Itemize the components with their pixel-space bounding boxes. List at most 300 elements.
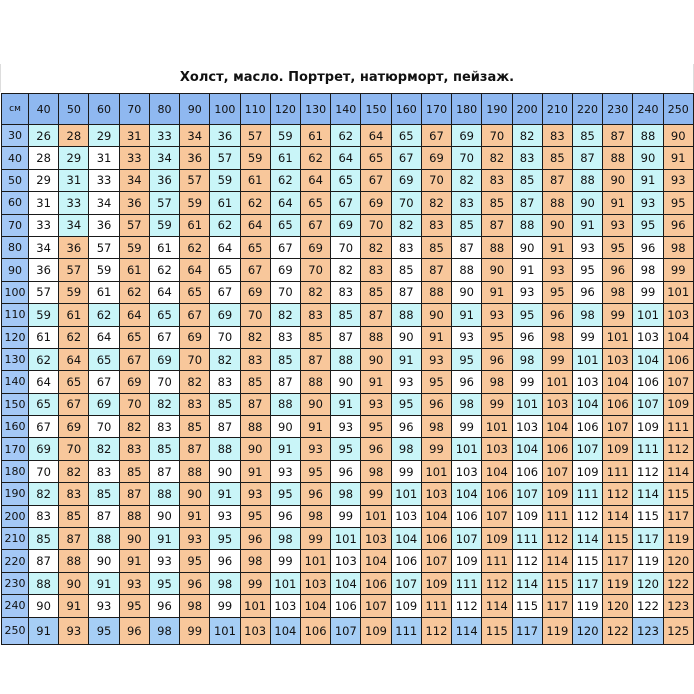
table-cell: 95 — [421, 371, 451, 393]
table-cell: 106 — [633, 371, 663, 393]
table-cell: 83 — [210, 371, 240, 393]
table-cell: 93 — [240, 483, 270, 505]
table-cell: 111 — [603, 460, 633, 482]
table-cell: 115 — [603, 528, 633, 550]
table-cell: 82 — [421, 192, 451, 214]
table-cell: 98 — [482, 371, 512, 393]
table-cell: 87 — [89, 505, 119, 527]
table-cell: 107 — [331, 617, 361, 644]
table-cell: 111 — [482, 550, 512, 572]
table-cell: 117 — [633, 528, 663, 550]
table-cell: 98 — [210, 572, 240, 594]
table-cell: 31 — [119, 125, 149, 147]
table-cell: 93 — [482, 304, 512, 326]
table-cell: 93 — [119, 572, 149, 594]
table-cell: 90 — [421, 304, 451, 326]
table-cell: 95 — [512, 304, 542, 326]
table-cell: 95 — [361, 416, 391, 438]
table-cell: 114 — [452, 617, 482, 644]
table-cell: 106 — [572, 416, 602, 438]
table-cell: 90 — [633, 147, 663, 169]
table-cell: 36 — [210, 125, 240, 147]
column-header: 80 — [149, 94, 179, 125]
table-cell: 98 — [512, 348, 542, 370]
table-cell: 114 — [512, 572, 542, 594]
table-cell: 103 — [240, 617, 270, 644]
column-header: 40 — [29, 94, 59, 125]
table-cell: 111 — [421, 595, 451, 617]
table-cell: 98 — [452, 393, 482, 415]
table-cell: 103 — [512, 416, 542, 438]
table-cell: 82 — [180, 371, 210, 393]
table-cell: 34 — [180, 125, 210, 147]
column-header: 110 — [240, 94, 270, 125]
table-cell: 64 — [29, 371, 59, 393]
table-cell: 90 — [542, 214, 572, 236]
table-cell: 64 — [149, 281, 179, 303]
table-cell: 95 — [663, 192, 693, 214]
table-cell: 95 — [633, 214, 663, 236]
table-cell: 99 — [391, 460, 421, 482]
table-cell: 88 — [603, 147, 633, 169]
table-cell: 95 — [240, 505, 270, 527]
column-header: 70 — [119, 94, 149, 125]
table-cell: 115 — [512, 595, 542, 617]
table-cell: 123 — [633, 617, 663, 644]
table-cell: 96 — [482, 348, 512, 370]
table-cell: 87 — [512, 192, 542, 214]
table-cell: 62 — [180, 236, 210, 258]
table-cell: 64 — [59, 348, 89, 370]
table-cell: 111 — [391, 617, 421, 644]
table-cell: 33 — [89, 169, 119, 191]
table-cell: 95 — [300, 460, 330, 482]
table-cell: 85 — [391, 259, 421, 281]
table-cell: 87 — [29, 550, 59, 572]
table-cell: 87 — [149, 460, 179, 482]
table-cell: 70 — [331, 236, 361, 258]
table-cell: 93 — [331, 416, 361, 438]
table-cell: 95 — [270, 483, 300, 505]
table-cell: 87 — [361, 304, 391, 326]
table-cell: 57 — [240, 125, 270, 147]
table-cell: 85 — [119, 460, 149, 482]
table-cell: 91 — [270, 438, 300, 460]
row-header: 60 — [2, 192, 29, 214]
table-cell: 122 — [663, 572, 693, 594]
table-cell: 26 — [29, 125, 59, 147]
table-cell: 85 — [331, 304, 361, 326]
table-cell: 61 — [300, 125, 330, 147]
table-cell: 122 — [633, 595, 663, 617]
table-cell: 91 — [452, 304, 482, 326]
column-header: 140 — [331, 94, 361, 125]
table-cell: 64 — [331, 147, 361, 169]
table-cell: 69 — [421, 147, 451, 169]
table-cell: 83 — [482, 169, 512, 191]
table-cell: 107 — [482, 505, 512, 527]
table-cell: 91 — [663, 147, 693, 169]
table-cell: 95 — [210, 528, 240, 550]
table-cell: 83 — [270, 326, 300, 348]
table-cell: 96 — [512, 326, 542, 348]
table-cell: 70 — [391, 192, 421, 214]
table-cell: 114 — [603, 505, 633, 527]
table-cell: 62 — [300, 147, 330, 169]
table-cell: 103 — [331, 550, 361, 572]
table-row — [2, 125, 694, 147]
table-row — [2, 460, 694, 482]
row-header: 160 — [2, 416, 29, 438]
table-cell: 70 — [482, 125, 512, 147]
table-cell: 83 — [452, 192, 482, 214]
table-cell: 67 — [361, 169, 391, 191]
table-row — [2, 393, 694, 415]
table-row — [2, 528, 694, 550]
table-cell: 114 — [663, 460, 693, 482]
table-cell: 87 — [391, 281, 421, 303]
table-cell: 103 — [633, 326, 663, 348]
table-cell: 70 — [29, 460, 59, 482]
table-cell: 59 — [180, 192, 210, 214]
table-cell: 101 — [270, 572, 300, 594]
table-cell: 69 — [391, 169, 421, 191]
table-cell: 82 — [119, 416, 149, 438]
table-cell: 91 — [421, 326, 451, 348]
table-cell: 85 — [512, 169, 542, 191]
table-row — [2, 169, 694, 191]
table-cell: 103 — [361, 528, 391, 550]
table-cell: 88 — [149, 483, 179, 505]
table-cell: 111 — [633, 438, 663, 460]
table-cell: 28 — [29, 147, 59, 169]
table-cell: 107 — [633, 393, 663, 415]
table-cell: 57 — [210, 147, 240, 169]
table-cell: 109 — [452, 550, 482, 572]
table-row — [2, 304, 694, 326]
table-cell: 67 — [331, 192, 361, 214]
table-cell: 95 — [482, 326, 512, 348]
table-cell: 85 — [421, 236, 451, 258]
table-cell: 120 — [663, 550, 693, 572]
table-cell: 90 — [149, 505, 179, 527]
table-cell: 96 — [421, 393, 451, 415]
table-cell: 33 — [29, 214, 59, 236]
table-cell: 96 — [361, 438, 391, 460]
table-cell: 109 — [633, 416, 663, 438]
table-cell: 98 — [331, 483, 361, 505]
table-cell: 91 — [633, 169, 663, 191]
table-cell: 99 — [482, 393, 512, 415]
table-cell: 117 — [542, 595, 572, 617]
table-cell: 109 — [603, 438, 633, 460]
table-cell: 99 — [361, 483, 391, 505]
table-cell: 104 — [361, 550, 391, 572]
table-cell: 107 — [452, 528, 482, 550]
table-cell: 122 — [603, 617, 633, 644]
table-cell: 62 — [119, 281, 149, 303]
table-cell: 36 — [59, 236, 89, 258]
table-cell: 91 — [572, 214, 602, 236]
table-cell: 31 — [89, 147, 119, 169]
table-cell: 67 — [210, 281, 240, 303]
table-cell: 61 — [89, 281, 119, 303]
table-cell: 82 — [29, 483, 59, 505]
row-header: 90 — [2, 259, 29, 281]
table-cell: 95 — [542, 281, 572, 303]
table-cell: 82 — [59, 460, 89, 482]
table-cell: 82 — [240, 326, 270, 348]
table-cell: 36 — [180, 147, 210, 169]
table-cell: 101 — [603, 326, 633, 348]
table-cell: 65 — [149, 304, 179, 326]
table-cell: 61 — [149, 236, 179, 258]
table-cell: 103 — [421, 483, 451, 505]
table-cell: 90 — [512, 236, 542, 258]
table-cell: 95 — [89, 617, 119, 644]
table-cell: 109 — [361, 617, 391, 644]
table-row — [2, 348, 694, 370]
table-row — [2, 617, 694, 644]
table-cell: 99 — [633, 281, 663, 303]
table-cell: 65 — [119, 326, 149, 348]
table-cell: 90 — [603, 169, 633, 191]
table-cell: 101 — [240, 595, 270, 617]
table-cell: 99 — [572, 326, 602, 348]
table-cell: 96 — [542, 304, 572, 326]
table-cell: 98 — [391, 438, 421, 460]
table-cell: 104 — [482, 460, 512, 482]
table-cell: 69 — [240, 281, 270, 303]
table-cell: 59 — [210, 169, 240, 191]
table-cell: 95 — [572, 259, 602, 281]
table-cell: 119 — [663, 528, 693, 550]
table-cell: 101 — [452, 438, 482, 460]
table-cell: 109 — [512, 505, 542, 527]
table-row — [2, 214, 694, 236]
table-cell: 90 — [482, 259, 512, 281]
table-cell: 101 — [210, 617, 240, 644]
table-cell: 88 — [452, 259, 482, 281]
table-cell: 62 — [149, 259, 179, 281]
table-cell: 101 — [512, 393, 542, 415]
table-cell: 99 — [210, 595, 240, 617]
table-cell: 101 — [421, 460, 451, 482]
table-cell: 61 — [210, 192, 240, 214]
table-cell: 65 — [240, 236, 270, 258]
table-cell: 96 — [633, 236, 663, 258]
table-cell: 87 — [240, 393, 270, 415]
column-header: 60 — [89, 94, 119, 125]
table-cell: 87 — [119, 483, 149, 505]
table-cell: 82 — [452, 169, 482, 191]
table-cell: 67 — [119, 348, 149, 370]
table-cell: 115 — [482, 617, 512, 644]
table-cell: 64 — [240, 214, 270, 236]
row-header: 210 — [2, 528, 29, 550]
column-header: 120 — [270, 94, 300, 125]
table-cell: 83 — [89, 460, 119, 482]
table-row — [2, 192, 694, 214]
column-header: 50 — [59, 94, 89, 125]
table-cell: 61 — [29, 326, 59, 348]
table-cell: 33 — [119, 147, 149, 169]
price-sheet — [0, 64, 694, 638]
column-header: 90 — [180, 94, 210, 125]
row-header: 120 — [2, 326, 29, 348]
table-cell: 88 — [542, 192, 572, 214]
table-cell: 106 — [663, 348, 693, 370]
table-cell: 91 — [361, 371, 391, 393]
table-cell: 117 — [603, 550, 633, 572]
table-cell: 112 — [572, 505, 602, 527]
table-cell: 91 — [59, 595, 89, 617]
table-cell: 93 — [149, 550, 179, 572]
table-cell: 87 — [452, 236, 482, 258]
table-cell: 87 — [331, 326, 361, 348]
table-cell: 36 — [29, 259, 59, 281]
table-cell: 96 — [240, 528, 270, 550]
table-cell: 90 — [572, 192, 602, 214]
table-cell: 109 — [542, 483, 572, 505]
table-cell: 83 — [512, 147, 542, 169]
table-cell: 59 — [240, 147, 270, 169]
table-cell: 69 — [300, 236, 330, 258]
table-cell: 57 — [119, 214, 149, 236]
table-cell: 95 — [149, 572, 179, 594]
table-cell: 115 — [542, 572, 572, 594]
table-cell: 106 — [512, 460, 542, 482]
table-cell: 65 — [180, 281, 210, 303]
table-cell: 104 — [603, 371, 633, 393]
table-cell: 85 — [210, 393, 240, 415]
table-cell: 107 — [603, 416, 633, 438]
table-cell: 85 — [149, 438, 179, 460]
table-cell: 64 — [119, 304, 149, 326]
table-cell: 85 — [452, 214, 482, 236]
table-cell: 112 — [482, 572, 512, 594]
table-cell: 106 — [331, 595, 361, 617]
table-cell: 69 — [361, 192, 391, 214]
table-cell: 87 — [270, 371, 300, 393]
table-cell: 120 — [633, 572, 663, 594]
table-cell: 87 — [421, 259, 451, 281]
table-cell: 61 — [119, 259, 149, 281]
table-cell: 103 — [391, 505, 421, 527]
table-cell: 106 — [300, 617, 330, 644]
table-cell: 62 — [240, 192, 270, 214]
table-cell: 96 — [331, 460, 361, 482]
table-cell: 82 — [149, 393, 179, 415]
table-cell: 83 — [119, 438, 149, 460]
row-header: 70 — [2, 214, 29, 236]
column-header-row — [2, 94, 694, 125]
table-cell: 88 — [331, 348, 361, 370]
table-cell: 70 — [421, 169, 451, 191]
table-cell: 85 — [572, 125, 602, 147]
column-header: 230 — [603, 94, 633, 125]
table-cell: 85 — [240, 371, 270, 393]
table-cell: 91 — [391, 348, 421, 370]
table-cell: 83 — [180, 393, 210, 415]
table-cell: 119 — [603, 572, 633, 594]
table-cell: 69 — [180, 326, 210, 348]
table-cell: 83 — [59, 483, 89, 505]
table-cell: 34 — [89, 192, 119, 214]
table-cell: 62 — [331, 125, 361, 147]
table-cell: 59 — [29, 304, 59, 326]
table-cell: 93 — [361, 393, 391, 415]
row-header: 180 — [2, 460, 29, 482]
table-cell: 82 — [300, 281, 330, 303]
table-cell: 104 — [421, 505, 451, 527]
table-cell: 65 — [59, 371, 89, 393]
table-cell: 93 — [270, 460, 300, 482]
table-cell: 88 — [512, 214, 542, 236]
table-cell: 107 — [421, 550, 451, 572]
table-cell: 96 — [180, 572, 210, 594]
table-cell: 65 — [210, 259, 240, 281]
row-header: 150 — [2, 393, 29, 415]
table-cell: 98 — [603, 281, 633, 303]
table-cell: 96 — [572, 281, 602, 303]
table-cell: 107 — [542, 460, 572, 482]
size-table — [1, 93, 694, 645]
table-cell: 83 — [331, 281, 361, 303]
column-header: 150 — [361, 94, 391, 125]
table-cell: 62 — [270, 169, 300, 191]
table-cell: 91 — [119, 550, 149, 572]
table-title: Холст, масло. Портрет, натюрморт, пейзаж. — [0, 64, 694, 92]
table-cell: 101 — [391, 483, 421, 505]
table-cell: 91 — [240, 460, 270, 482]
table-cell: 96 — [270, 505, 300, 527]
table-cell: 111 — [542, 505, 572, 527]
table-cell: 65 — [391, 125, 421, 147]
table-cell: 83 — [542, 125, 572, 147]
table-cell: 96 — [149, 595, 179, 617]
table-cell: 101 — [361, 505, 391, 527]
table-cell: 99 — [603, 304, 633, 326]
table-cell: 99 — [180, 617, 210, 644]
table-cell: 98 — [180, 595, 210, 617]
table-cell: 98 — [361, 460, 391, 482]
table-row — [2, 438, 694, 460]
table-cell: 70 — [452, 147, 482, 169]
table-cell: 29 — [59, 147, 89, 169]
table-cell: 59 — [89, 259, 119, 281]
table-cell: 98 — [270, 528, 300, 550]
table-cell: 88 — [572, 169, 602, 191]
table-cell: 99 — [240, 572, 270, 594]
table-row — [2, 550, 694, 572]
table-cell: 93 — [572, 236, 602, 258]
table-cell: 101 — [331, 528, 361, 550]
table-cell: 82 — [89, 438, 119, 460]
table-cell: 91 — [180, 505, 210, 527]
table-row — [2, 147, 694, 169]
table-cell: 88 — [240, 416, 270, 438]
table-cell: 104 — [391, 528, 421, 550]
column-header: 210 — [542, 94, 572, 125]
table-cell: 90 — [180, 483, 210, 505]
table-cell: 106 — [482, 483, 512, 505]
table-cell: 67 — [180, 304, 210, 326]
table-cell: 93 — [180, 528, 210, 550]
table-cell: 112 — [452, 595, 482, 617]
table-cell: 34 — [59, 214, 89, 236]
table-row — [2, 416, 694, 438]
